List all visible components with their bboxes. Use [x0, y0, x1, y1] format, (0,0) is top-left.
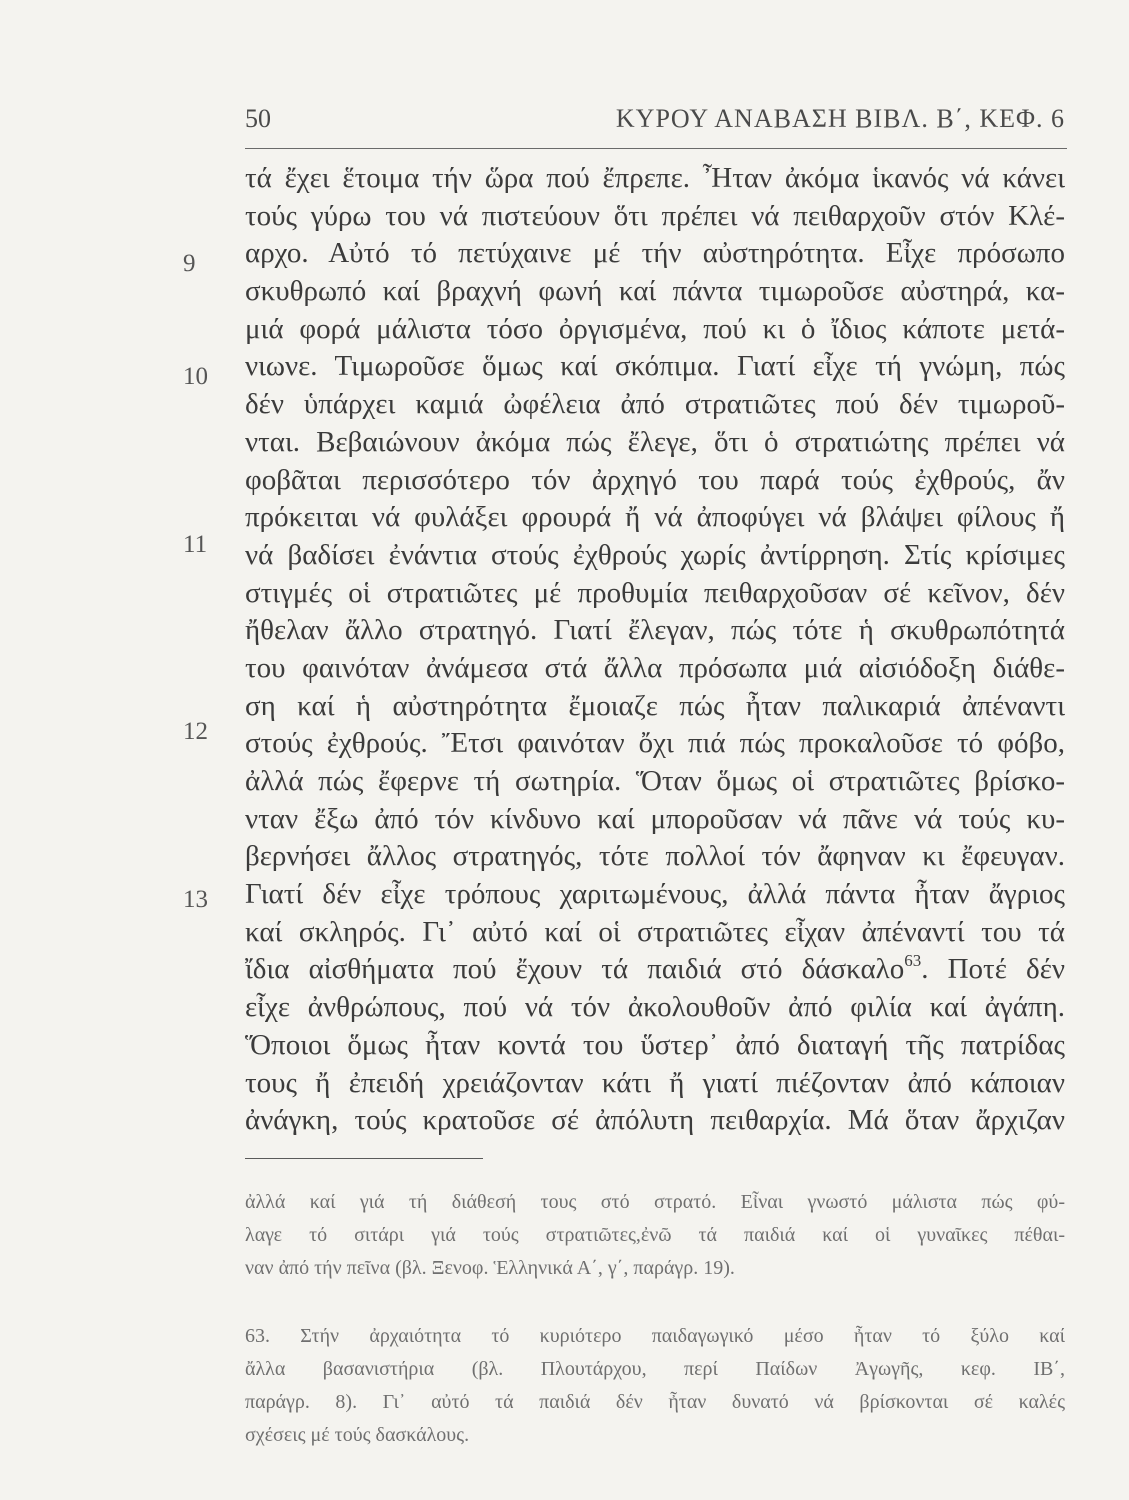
text-line: δέν ὑπάρχει καμιά ὠφέλεια ἀπό στρατιῶτες πού δέν τιμωροῦ- — [245, 388, 1065, 421]
text-line: τούς γύρω του νά πιστεύουν ὅτι πρέπει νά πειθαρχοῦν στόν Κλέ- — [245, 199, 1065, 232]
text-line: νται. Βεβαιώνουν ἀκόμα πώς ἔλεγε, ὅτι ὁ στρατιώτης πρέπει νά — [245, 425, 1065, 458]
text-line: ἀλλά πώς ἔφερνε τή σωτηρία. Ὅταν ὅμως οἱ στρατιῶτες βρίσκο- — [245, 765, 1065, 797]
text-line: αρχο. Αὐτό τό πετύχαινε μέ τήν αὐστηρότητα. Εἶχε πρόσωπο — [245, 237, 1065, 270]
text-line: σκυθρωπό καί βραχνή φωνή καί πάντα τιμωροῦσε αὐστηρά, κα- — [245, 275, 1065, 308]
text-line: Ὅποιοι ὅμως ἦταν κοντά του ὕστερ᾽ ἀπό διαταγή τῆς πατρίδας — [245, 1028, 1065, 1061]
running-head — [245, 98, 1065, 138]
text-line: στούς ἐχθρούς. Ἔτσι φαινόταν ὄχι πιά πώς προκαλοῦσε τό φόβο, — [245, 727, 1065, 760]
text-line-with-footnote-ref — [245, 951, 1065, 989]
text-line: στιγμές οἱ στρατιῶτες μέ προθυμία πειθαρχοῦσαν σέ κεῖνον, δέν — [245, 576, 1065, 609]
running-title: ΚΥΡΟΥ ΑΝΑΒΑΣΗ ΒΙΒΛ. Β΄, ΚΕΦ. 6 — [615, 104, 1065, 133]
footnote-reference: 63 — [904, 951, 922, 971]
text-line: φοβᾶται περισσότερο τόν ἀρχηγό του παρά τούς ἐχθρούς, ἄν — [245, 463, 1065, 496]
text-fragment: ἴδια αἰσθήματα πού ἔχουν τά παιδιά στό δάσκαλο — [245, 953, 905, 986]
text-line: τους ἤ ἐπειδή χρειάζονταν κάτι ἤ γιατί πιέζονταν ἀπό κάποιαν — [245, 1066, 1065, 1099]
footnote-63 — [245, 1320, 1065, 1452]
footnote-rule — [245, 1158, 483, 1159]
text-line: εἶχε ἀνθρώπους, πού νά τόν ἀκολουθοῦν ἀπό φιλία καί ἀγάπη. — [245, 991, 1065, 1024]
footnote-line: ἄλλα βασανιστήρια (βλ. Πλουτάρχου, περί Παίδων Ἀγωγῆς, κεφ. ΙΒ΄, — [245, 1358, 1065, 1380]
header-rule — [245, 148, 1067, 149]
text-line: νά βαδίσει ἐνάντια στούς ἐχθρούς χωρίς ἀντίρρηση. Στίς κρίσιμες — [245, 538, 1065, 571]
section-number-11: 11 — [183, 531, 208, 558]
text-line: ἤθελαν ἄλλο στρατηγό. Γιατί ἔλεγαν, πώς τότε ἡ σκυθρωπότητά — [245, 614, 1065, 647]
footnote-line: ναν ἀπό τήν πεῖνα (βλ. Ξενοφ. Ἑλληνικά Α΄, γ΄, παράγρ. 19). — [245, 1257, 735, 1279]
text-fragment: . Ποτέ δέν — [921, 953, 1065, 986]
text-line: μιά φορά μάλιστα τόσο ὀργισμένα, πού κι ὁ ἴδιος κάποτε μετά- — [245, 312, 1065, 345]
text-line: καί σκληρός. Γι᾽ αὐτό καί οἱ στρατιῶτες εἶχαν ἀπέναντί του τά — [245, 915, 1065, 948]
footnote-line: λαγε τό σιτάρι γιά τούς στρατιῶτες,ἐνῶ τά παιδιά καί οἱ γυναῖκες πέθαι- — [245, 1224, 1065, 1246]
section-number-9: 9 — [183, 250, 196, 277]
text-line: ἀνάγκη, τούς κρατοῦσε σέ ἀπόλυτη πειθαρχία. Μά ὅταν ἄρχιζαν — [245, 1104, 1065, 1137]
footnote-line: παράγρ. 8). Γι᾽ αὐτό τά παιδιά δέν ἦταν δυνατό νά βρίσκονται σέ καλές — [245, 1391, 1065, 1413]
footnote-line: ἀλλά καί γιά τή διάθεσή τους στό στρατό. Εἶναι γνωστό μάλιστα πώς φύ- — [245, 1191, 1065, 1213]
section-number-12: 12 — [183, 718, 208, 745]
text-line: βερνήσει ἄλλος στρατηγός, τότε πολλοί τόν ἄφηναν κι ἔφευγαν. — [245, 840, 1065, 873]
section-number-13: 13 — [183, 886, 208, 913]
text-line: ση καί ἡ αὐστηρότητα ἔμοιαζε πώς ἦταν παλικαριά ἀπέναντι — [245, 689, 1065, 722]
footnote-line: 63. Στήν ἀρχαιότητα τό κυριότερο παιδαγωγικό μέσο ἦταν τό ξύλο καί — [245, 1325, 1065, 1347]
text-line: νιωνε. Τιμωροῦσε ὅμως καί σκόπιμα. Γιατί εἶχε τή γνώμη, πώς — [245, 350, 1065, 383]
text-line: νταν ἔξω ἀπό τόν κίνδυνο καί μποροῦσαν νά πᾶνε νά τούς κυ- — [245, 802, 1065, 835]
text-line: Γιατί δέν εἶχε τρόπους χαριτωμένους, ἀλλά πάντα ἦταν ἄγριος — [245, 878, 1065, 911]
text-line: του φαινόταν ἀνάμεσα στά ἄλλα πρόσωπα μιά αἰσιόδοξη διάθε- — [245, 651, 1065, 684]
text-line: πρόκειται νά φυλάξει φρουρά ἤ νά ἀποφύγει νά βλάψει φίλους ἤ — [245, 501, 1065, 534]
text-line: τά ἔχει ἕτοιμα τήν ὥρα πού ἔπρεπε. Ἦταν ἀκόμα ἱκανός νά κάνει — [245, 162, 1065, 194]
footnote-line: σχέσεις μέ τούς δασκάλους. — [245, 1424, 470, 1446]
body-text — [245, 160, 1065, 1140]
footnote-continuation — [245, 1186, 1065, 1285]
section-number-10: 10 — [183, 363, 208, 390]
page-number: 50 — [245, 104, 271, 133]
